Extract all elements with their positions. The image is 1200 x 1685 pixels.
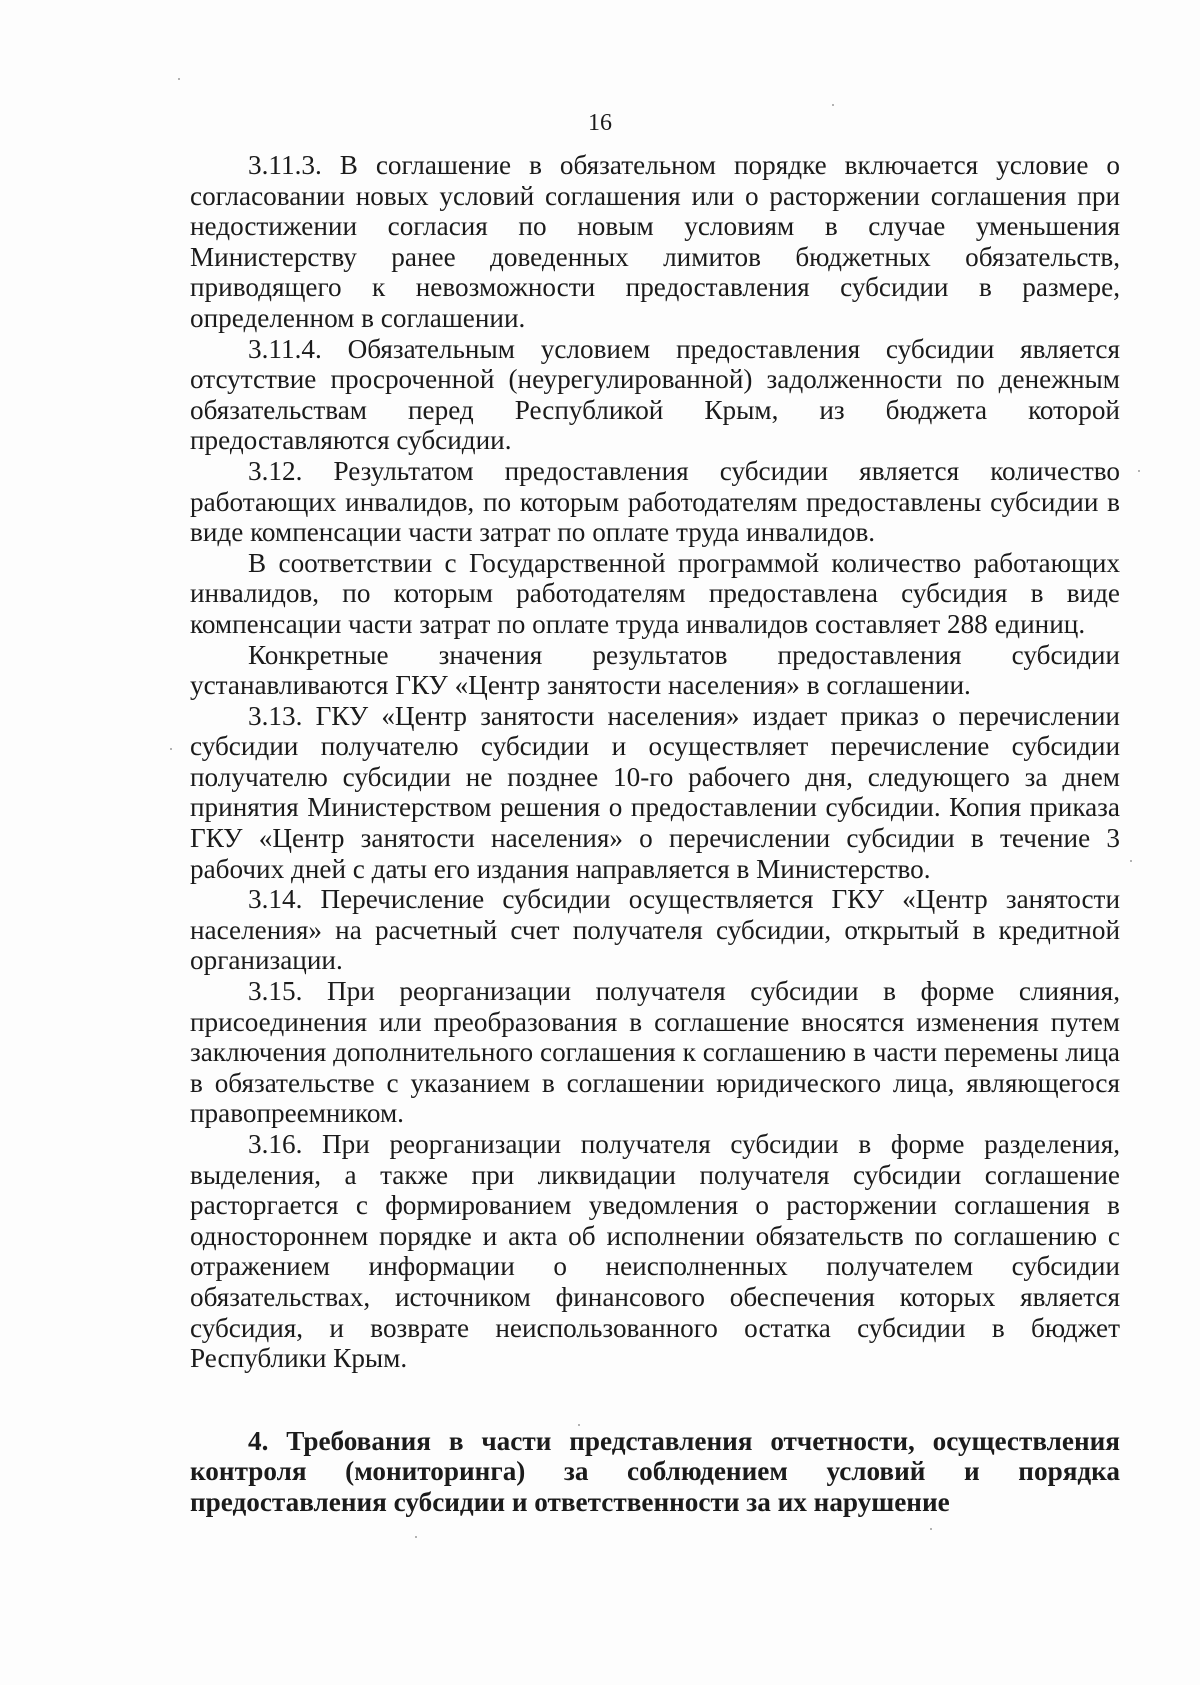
paragraph-3-11-4: 3.11.4. Обязательным условием предоставления субсидии является отсутствие просроченной (неурегулированной) задолженности по денежным обязательствам перед Республикой Крым, из бюджета которой предоставляются субсидии. (190, 333, 1120, 456)
scan-speck (578, 1424, 580, 1426)
paragraph-3-15: 3.15. При реорганизации получателя субсидии в форме слияния, присоединения или преобразования в соглашение вносятся изменения путем заключения дополнительного соглашения к соглашению в части перемены лица в обязательстве с указанием в соглашении юридического лица, являющегося правопреемником. (190, 976, 1120, 1129)
scan-speck (415, 1536, 417, 1538)
paragraph-specific-values: Конкретные значения результатов предоставления субсидии устанавливаются ГКУ «Центр занятости населения» в соглашении. (190, 639, 1120, 701)
scan-speck (1138, 470, 1140, 472)
scan-speck (832, 104, 834, 106)
paragraph-3-16: 3.16. При реорганизации получателя субсидии в форме разделения, выделения, а также при ликвидации получателя субсидии соглашение расторгается с формированием уведомления о расторжении соглашения в одностороннем порядке и акта об исполнении обязательств по соглашению с отражением информации о неисполненных получателем субсидии обязательствах, источником финансового обеспечения которых является субсидия, и возврате неиспользованного остатка субсидии в бюджет Республики Крым. (190, 1129, 1120, 1374)
scan-speck (170, 748, 172, 750)
paragraph-3-14: 3.14. Перечисление субсидии осуществляется ГКУ «Центр занятости населения» на расчетный счет получателя субсидии, открытый в кредитной организации. (190, 884, 1120, 976)
scan-speck (1130, 860, 1132, 862)
paragraph-3-12: 3.12. Результатом предоставления субсидии является количество работающих инвалидов, по которым работодателям предоставлены субсидии в виде компенсации части затрат по оплате труда инвалидов. (190, 455, 1120, 548)
document-body (190, 150, 1120, 1518)
scan-speck (930, 1528, 932, 1530)
page-number: 16 (588, 110, 612, 136)
paragraph-3-11-3: 3.11.3. В соглашение в обязательном порядке включается условие о согласовании новых условий соглашения или о расторжении соглашения при недостижении согласия по новым условиям в случае уменьшения Министерству ранее доведенных лимитов бюджетных обязательств, приводящего к невозможности предоставления субсидии в размере, определенном в соглашении. (190, 150, 1120, 333)
paragraph-3-13: 3.13. ГКУ «Центр занятости населения» издает приказ о перечислении субсидии получателю субсидии и осуществляет перечисление субсидии получателю субсидии не позднее 10-го рабочего дня, следующего за днем принятия Министерством решения о предоставлении субсидии. Копия приказа ГКУ «Центр занятости населения» о перечислении субсидии в течение 3 рабочих дней с даты его издания направляется в Министерство. (190, 700, 1120, 884)
paragraph-state-program: В соответствии с Государственной программой количество работающих инвалидов, по которым работодателям предоставлена субсидия в виде компенсации части затрат по оплате труда инвалидов составляет 288 единиц. (190, 547, 1120, 639)
scan-speck (178, 78, 180, 80)
section-4-heading: 4. Требования в части представления отчетности, осуществления контроля (мониторинга) за соблюдением условий и порядка предоставления субсидии и ответственности за их нарушение (190, 1425, 1120, 1517)
